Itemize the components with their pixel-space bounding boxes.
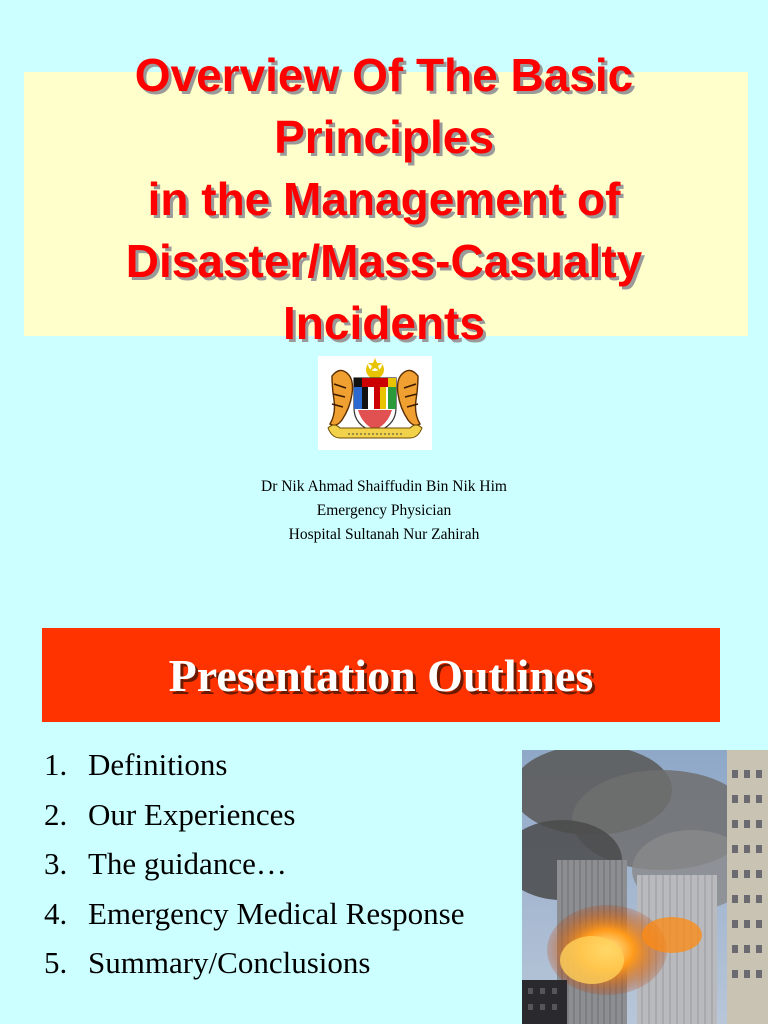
item-label: Our Experiences (88, 796, 296, 832)
list-item (44, 790, 514, 840)
coat-of-arms-icon (318, 356, 432, 450)
title-line: Incidents (283, 297, 485, 349)
list-item (44, 938, 514, 988)
author-block (0, 475, 768, 547)
title-line: in the Management of (147, 173, 621, 225)
burning-building-icon (522, 750, 768, 1024)
item-number: 3. (44, 846, 68, 881)
item-label: Emergency Medical Response (88, 895, 465, 931)
item-number: 2. (44, 796, 68, 832)
author-role: Emergency Physician (316, 502, 452, 519)
author-name: Dr Nik Ahmad Shaiffudin Bin Nik Him (261, 478, 507, 495)
slide-title (0, 44, 768, 354)
title-line: Disaster/Mass-Casualty (125, 235, 643, 287)
list-item (44, 839, 514, 889)
item-number: 5. (44, 945, 68, 980)
item-number: 1. (44, 747, 68, 782)
item-label: The guidance… (88, 846, 287, 881)
list-item (44, 740, 514, 790)
title-line: Overview Of The Basic (134, 49, 634, 101)
item-label: Definitions (88, 747, 228, 782)
section-banner (42, 628, 720, 722)
item-label: Summary/Conclusions (88, 945, 371, 980)
outline-list (44, 740, 514, 988)
title-line: Principles (274, 111, 494, 163)
coat-of-arms-emblem (318, 356, 432, 450)
list-item (44, 889, 514, 939)
burning-towers-photo (522, 750, 768, 1024)
section-heading: Presentation Outlines (168, 649, 594, 701)
item-number: 4. (44, 895, 68, 931)
author-hospital: Hospital Sultanah Nur Zahirah (288, 526, 480, 543)
